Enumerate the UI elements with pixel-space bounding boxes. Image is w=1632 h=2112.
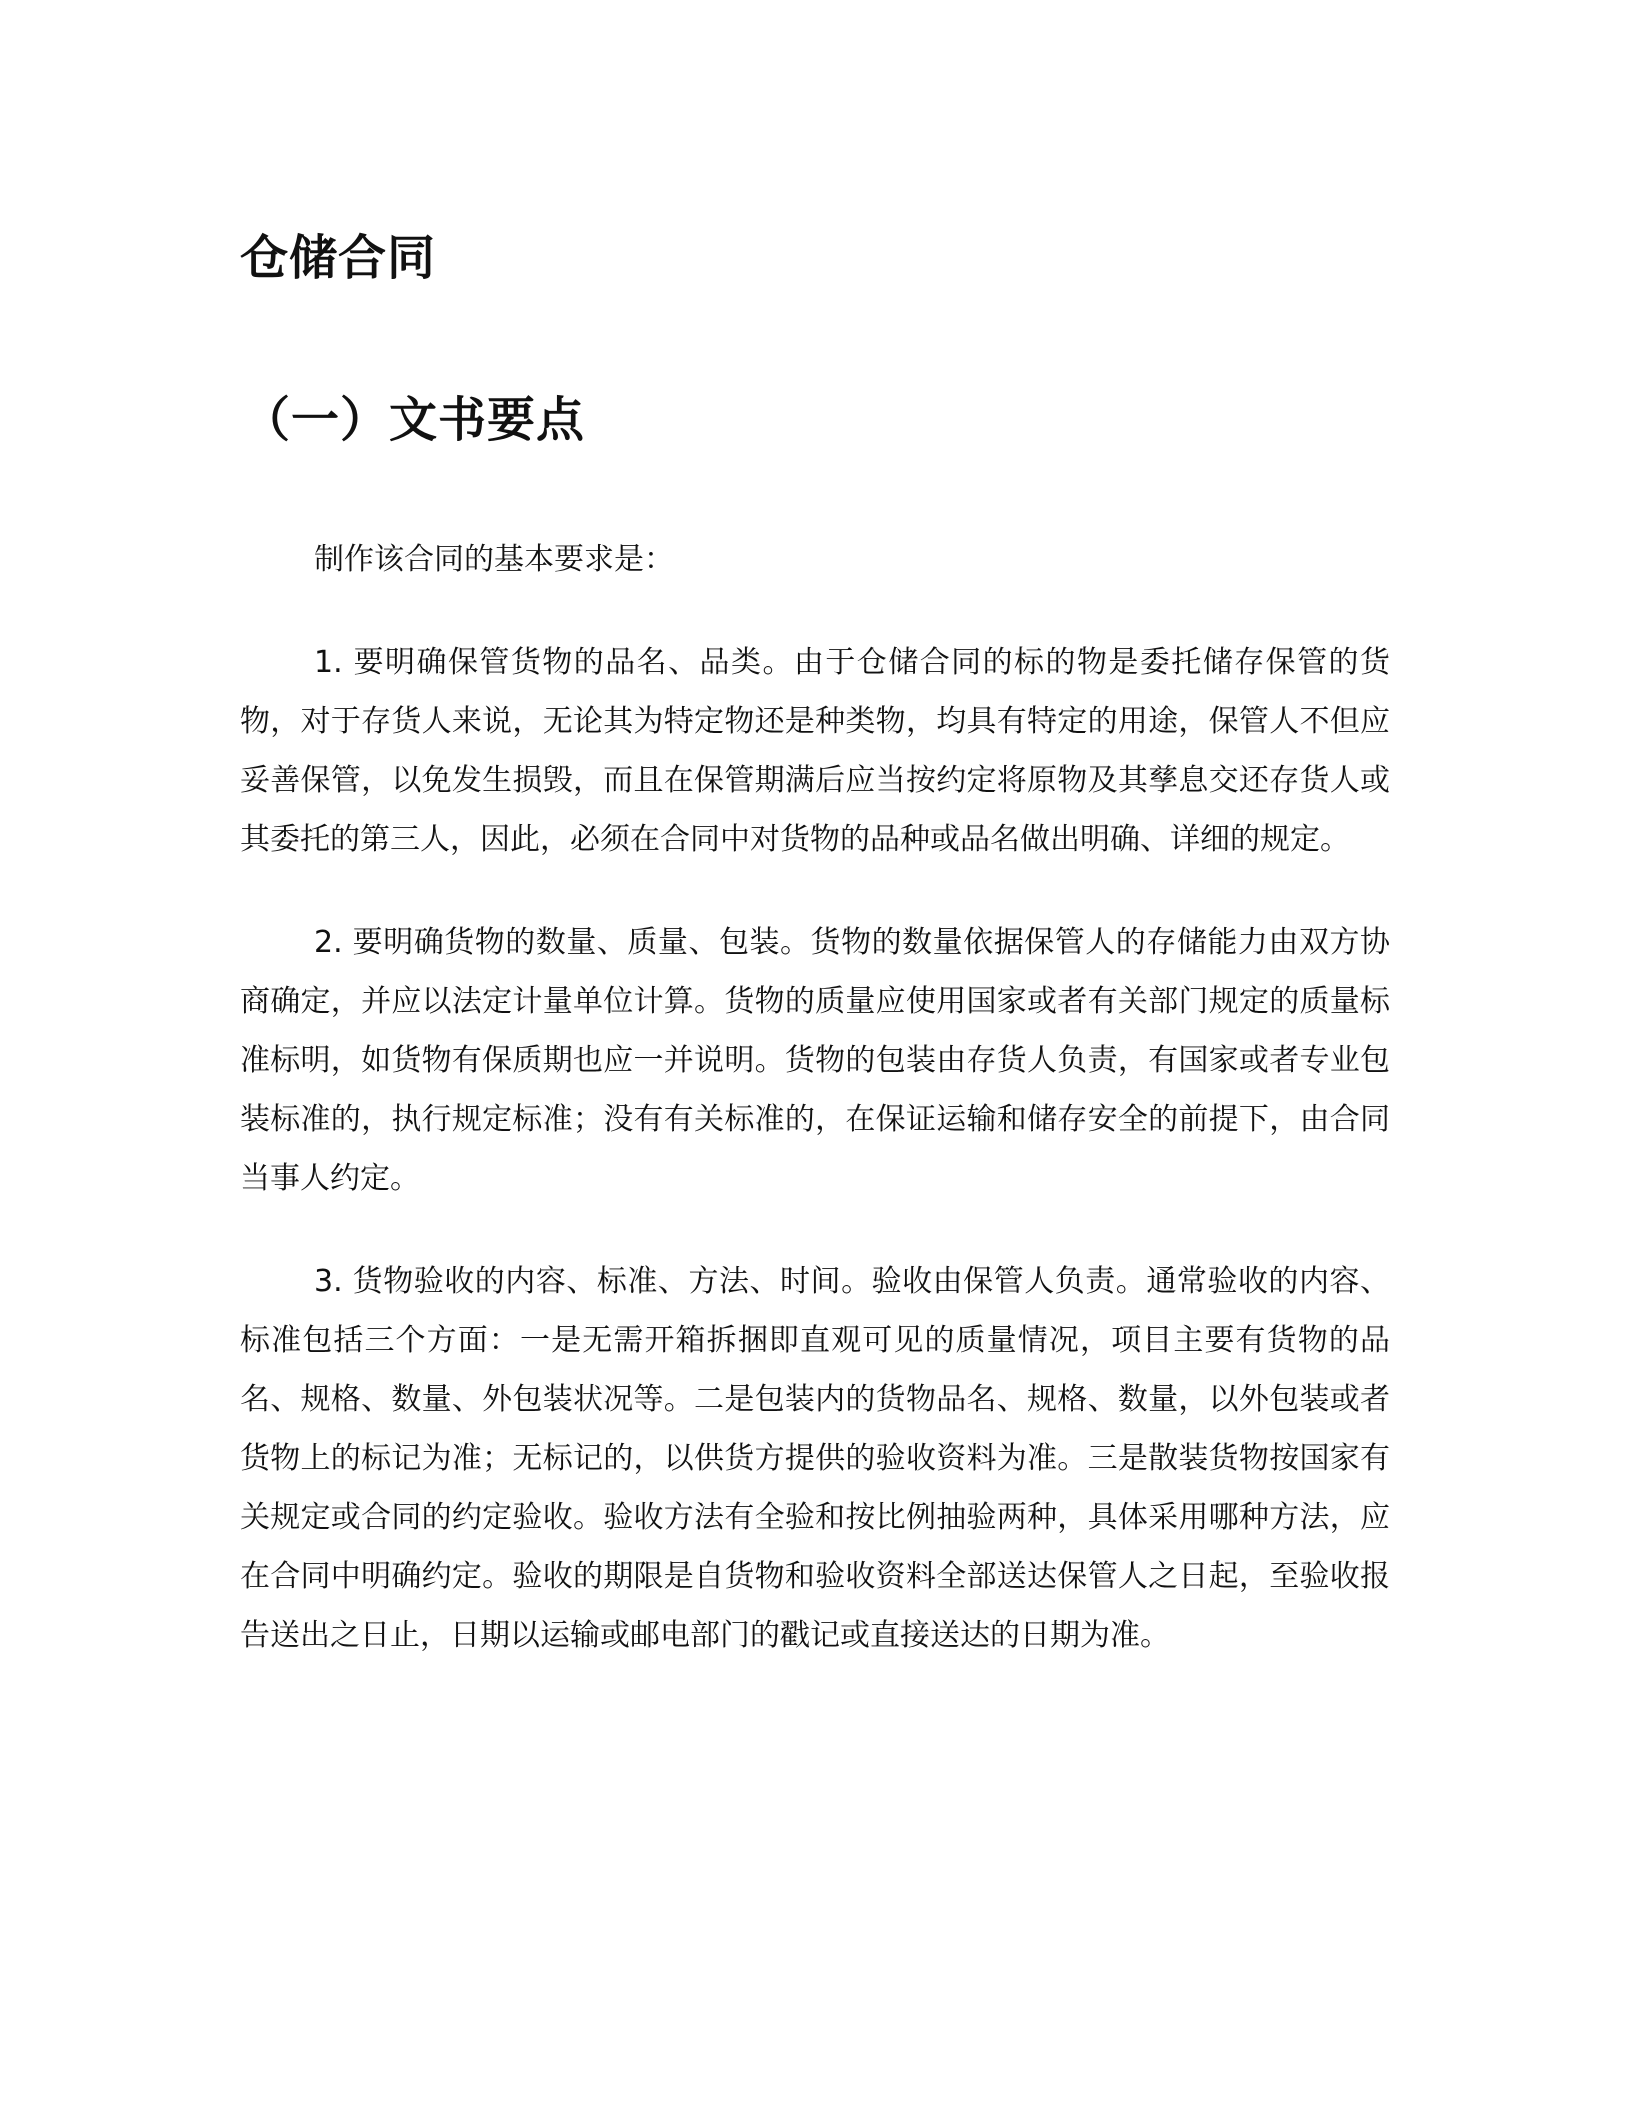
- intro-paragraph: 制作该合同的基本要求是：: [314, 542, 674, 577]
- document-body: [240, 530, 1390, 1709]
- section-heading: （一）文书要点: [242, 392, 586, 448]
- requirement-item-2: 2. 要明确货物的数量、质量、包装。货物的数量依据保管人的存储能力由双方协商确定，并应以法定计量单位计算。货物的质量应使用国家或者有关部门规定的质量标准标明，如货物有保质期也应一并说明。货物的包装由存货人负责，有国家或者专业包装标准的，执行规定标准；没有有关标准的，在保证运输和储存安全的前提下，由合同当事人约定。: [240, 925, 1390, 1196]
- document-title: 仓储合同: [240, 230, 437, 286]
- requirement-item-3: 3. 货物验收的内容、标准、方法、时间。验收由保管人负责。通常验收的内容、标准包括三个方面：一是无需开箱拆捆即直观可见的质量情况，项目主要有货物的品名、规格、数量、外包装状况等。二是包装内的货物品名、规格、数量，以外包装或者货物上的标记为准；无标记的，以供货方提供的验收资料为准。三是散装货物按国家有关规定或合同的约定验收。验收方法有全验和按比例抽验两种，具体采用哪种方法，应在合同中明确约定。验收的期限是自货物和验收资料全部送达保管人之日起，至验收报告送出之日止，日期以运输或邮电部门的戳记或直接送达的日期为准。: [240, 1264, 1390, 1653]
- requirement-item-1: 1. 要明确保管货物的品名、品类。由于仓储合同的标的物是委托储存保管的货物，对于存货人来说，无论其为特定物还是种类物，均具有特定的用途，保管人不但应妥善保管，以免发生损毁，而且在保管期满后应当按约定将原物及其孳息交还存货人或其委托的第三人，因此，必须在合同中对货物的品种或品名做出明确、详细的规定。: [240, 645, 1390, 857]
